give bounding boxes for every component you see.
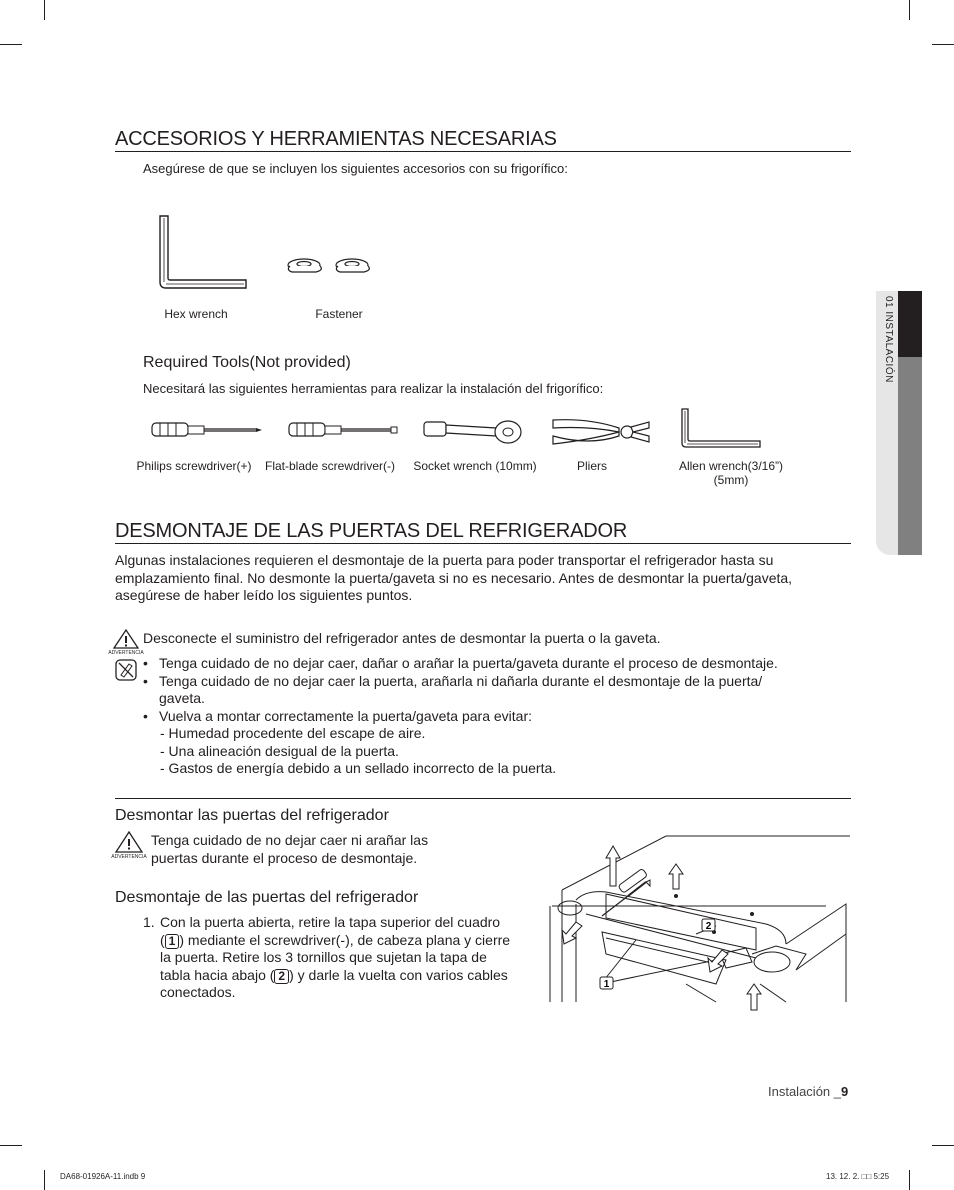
section-heading-door-removal: DESMONTAJE DE LAS PUERTAS DEL REFRIGERADOR <box>115 520 628 542</box>
hex-wrench-icon <box>150 212 250 292</box>
warning-text: Desconecte el suministro del refrigerador antes de desmontar la puerta o la gaveta. <box>143 630 661 646</box>
tool-label: Socket wrench (10mm) <box>413 459 537 473</box>
callout-label: 1 <box>603 979 610 990</box>
door-removal-paragraph: Algunas instalaciones requieren el desmontaje de la puerta para poder transportar el refrigerador hasta su emplazamiento final. No desmonte la puerta/gaveta si no es necesario. Antes de desmontar la puerta/gaveta, asegúrese de haber leído los siguientes puntos. <box>115 552 793 603</box>
tool-label: Pliers <box>576 459 607 473</box>
crop-mark <box>932 1145 954 1146</box>
crop-mark <box>0 1145 22 1146</box>
crop-mark <box>909 0 910 20</box>
subsection-heading-2: Desmontaje de las puertas del refrigerador <box>115 889 419 906</box>
print-file-name: DA68-01926A-11.indb 9 <box>60 1172 146 1181</box>
callout-badge: 2 <box>274 969 289 984</box>
list-item: • Tenga cuidado de no dejar caer, dañar o arañar la puerta/gaveta durante el proceso de desmontaje. <box>143 655 843 673</box>
accessory-label: Fastener <box>315 307 363 321</box>
list-item: • Tenga cuidado de no dejar caer la puerta, arañarla ni dañarla durante el desmontaje de la puerta/ gaveta. <box>143 673 843 708</box>
socket-wrench-icon <box>420 416 524 448</box>
philips-screwdriver-icon <box>148 420 264 440</box>
side-tab-marker <box>898 291 922 357</box>
step-1: 1. Con la puerta abierta, retire la tapa superior del cuadro ( 1 ) mediante el screwdriver(-), de cabeza plana y cierre la puerta. Retire los 3 tornillos que sujetan la tapa de tabla hacia abajo ( 2 ) y darle la vuelta con varios cables conectados. <box>143 914 511 1000</box>
step-number: 1. <box>143 914 155 930</box>
callout-label: 2 <box>705 921 712 932</box>
tool-label: Philips screwdriver(+) <box>136 459 252 473</box>
warning-icon <box>108 628 144 656</box>
warning-label: ADVERTENCIA <box>108 650 144 656</box>
precautions-list <box>143 655 843 778</box>
heading-rule <box>115 543 851 544</box>
caution-pencil-icon <box>115 659 137 681</box>
allen-wrench-icon <box>676 405 766 451</box>
crop-mark <box>932 44 954 45</box>
sub-item: - Una alineación desigual de la puerta. <box>160 742 399 759</box>
pliers-icon <box>549 414 653 450</box>
fastener-icon <box>284 252 376 278</box>
list-item: • Vuelva a montar correctamente la puerta/gaveta para evitar: <box>143 708 843 726</box>
sub-item: - Humedad procedente del escape de aire. <box>160 725 426 741</box>
page-number: Instalación _9 <box>768 1084 849 1099</box>
crop-mark <box>909 1170 910 1190</box>
callout-badge: 1 <box>165 934 180 949</box>
tool-label: Allen wrench(3/16”) (5mm) <box>678 459 784 487</box>
sub-item: - Gastos de energía debido a un sellado incorrecto de la puerta. <box>160 760 557 776</box>
tool-label: Flat-blade screwdriver(-) <box>264 459 396 473</box>
subsection-warning-text: Tenga cuidado de no dejar caer ni arañar las puertas durante el proceso de desmontaje. <box>151 832 429 866</box>
subsection-rule <box>115 798 851 799</box>
crop-mark <box>44 0 45 20</box>
heading-rule <box>115 151 851 152</box>
warning-label: ADVERTENCIA <box>111 854 147 860</box>
warning-icon <box>112 830 146 860</box>
flat-screwdriver-icon <box>285 420 401 440</box>
section-heading-accessories: ACCESORIOS Y HERRAMIENTAS NECESARIAS <box>115 128 557 150</box>
side-tab-label: 01 INSTALACIÓN <box>883 296 894 383</box>
accessory-label: Hex wrench <box>164 307 228 321</box>
side-tab-strip <box>898 357 922 555</box>
crop-mark <box>44 1170 45 1190</box>
subsection-heading: Desmontar las puertas del refrigerador <box>115 807 389 824</box>
print-date: 13. 12. 2. □□ 5:25 <box>826 1172 890 1181</box>
tools-intro: Necesitará las siguientes herramientas para realizar la instalación del frigorífico: <box>143 381 604 396</box>
accessories-intro: Asegúrese de que se incluyen los siguientes accesorios con su frigorífico: <box>143 161 568 176</box>
crop-mark <box>0 44 22 45</box>
door-removal-illustration <box>546 834 851 1004</box>
tools-heading: Required Tools(Not provided) <box>143 354 351 371</box>
